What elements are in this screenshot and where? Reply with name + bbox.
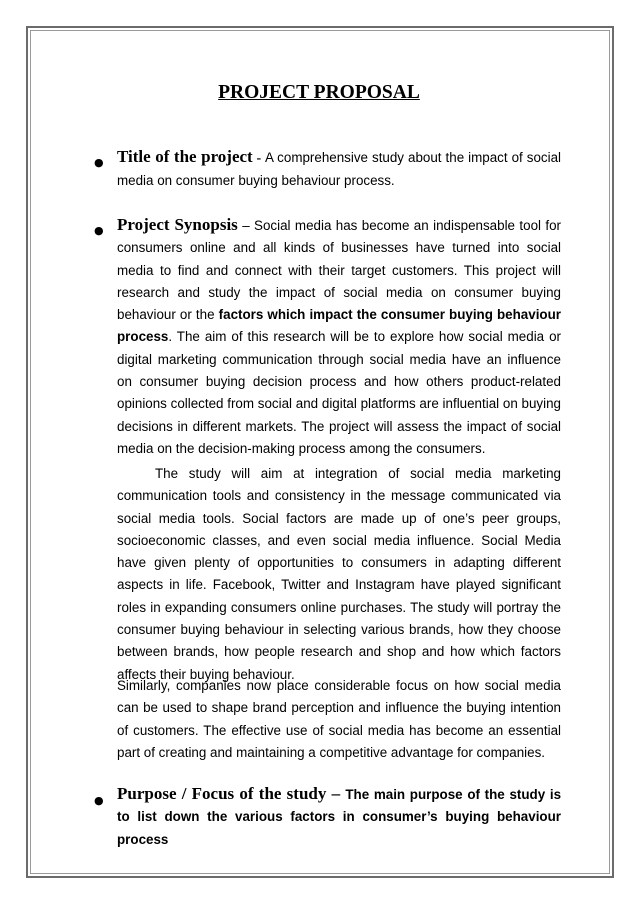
bullet-icon: ●	[94, 224, 104, 237]
section-text: A comprehensive study about the impact of social media on consumer buying behaviour process.	[117, 150, 562, 189]
section-project-synopsis	[117, 214, 561, 460]
separator: –	[326, 784, 346, 803]
section-text: . The aim of this research will be to explore how social media or digital marketing communication through social media have an influence on consumer buying decision process and how others product-related opinions collected from social and digital platforms are influential on buying decisions in different markets. The project will assess the impact of social media on the decision-making process among the consumers.	[117, 329, 561, 456]
section-heading: Title of the project	[117, 147, 253, 166]
section-bold-text: factors which impact the consumer buying behaviour process	[117, 307, 561, 345]
section-purpose	[117, 783, 561, 851]
separator: –	[237, 218, 255, 233]
bullet-icon: ●	[94, 794, 104, 807]
section-text: Social media has become an indispensable tool for consumers online and all kinds of businesses have turned into social media to find and connect with their target customers. This project will research and study the impact of social media on consumer buying behaviour or the	[117, 218, 562, 323]
page-title: PROJECT PROPOSAL	[218, 82, 420, 103]
bullet-icon: ●	[94, 156, 104, 169]
separator: -	[252, 151, 265, 166]
section-heading: Purpose / Focus of the study	[117, 784, 327, 803]
section-title-of-project	[117, 146, 561, 193]
section-heading: Project Synopsis	[117, 215, 238, 234]
section-text: The main purpose of the study is to list down the various factors in consumer’s buying behaviour process	[117, 787, 562, 847]
synopsis-paragraph-3: Similarly, companies now place considerable focus on how social media can be used to shape brand perception and influence the buying intention of customers. The effective use of social media has become an essential part of creating and maintaining a competitive advantage for companies.	[117, 678, 561, 760]
synopsis-paragraph-2: The study will aim at integration of social media marketing communication tools and consistency in the message communicated via social media tools. Social factors are made up of one’s peer groups, socioeconomic classes, and even social media influence. Social Media have given plenty of opportunities to consumers in adapting different aspects in life. Facebook, Twitter and Instagram have played significant roles in expanding consumers online purchases. The study will portray the consumer buying behaviour in selecting various brands, how they choose between brands, how people research and shop and how which factors affects their buying behaviour.	[117, 466, 561, 682]
